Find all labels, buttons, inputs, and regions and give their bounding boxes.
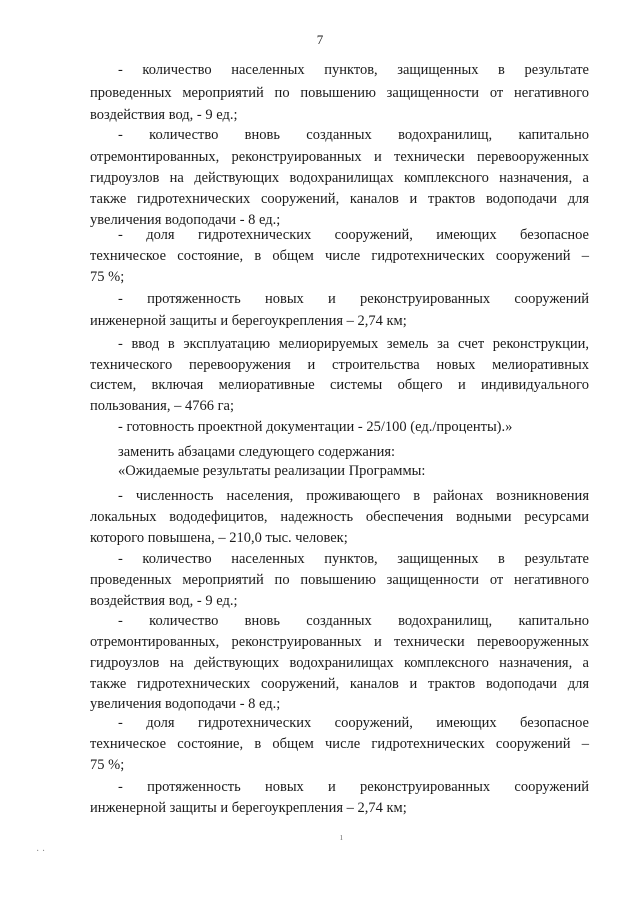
text-line: - протяженность новых и реконструированных сооружений bbox=[118, 779, 589, 795]
text-line: отремонтированных, реконструированных и технически перевооруженных bbox=[90, 149, 589, 165]
text-line: - доля гидротехнических сооружений, имеющих безопасное bbox=[118, 227, 589, 243]
text-line: гидроузлов на действующих водохранилищах комплексного назначения, а bbox=[90, 655, 589, 671]
text-line: локальных вододефицитов, надежность обеспечения водными ресурсами bbox=[90, 509, 589, 525]
text-line: 75 %; bbox=[90, 757, 125, 773]
text-line: воздействия вод, - 9 ед.; bbox=[90, 107, 238, 123]
text-line: - количество населенных пунктов, защищенных в результате bbox=[118, 62, 589, 78]
text-line: - доля гидротехнических сооружений, имеющих безопасное bbox=[118, 715, 589, 731]
text-line: пользования, – 4766 га; bbox=[90, 398, 235, 414]
page-number: 7 bbox=[316, 32, 324, 47]
text-line: - количество населенных пунктов, защищенных в результате bbox=[118, 551, 589, 567]
scan-speck: ı bbox=[340, 832, 343, 843]
text-line: - количество вновь созданных водохранилищ, капитально bbox=[118, 127, 589, 143]
text-line: технического перевооружения и строительства новых мелиоративных bbox=[90, 357, 589, 373]
text-line: техническое состояние, в общем числе гидротехнических сооружений – bbox=[90, 248, 589, 264]
text-line: увеличения водоподачи - 8 ед.; bbox=[90, 212, 281, 228]
text-line: инженерной защиты и берегоукрепления – 2,74 км; bbox=[90, 313, 407, 329]
text-line: 75 %; bbox=[90, 269, 125, 285]
text-line: - готовность проектной документации - 25/100 (ед./проценты).» bbox=[118, 419, 513, 435]
text-line: отремонтированных, реконструированных и технически перевооруженных bbox=[90, 634, 589, 650]
text-line: также гидротехнических сооружений, каналов и трактов водоподачи для bbox=[90, 191, 589, 207]
text-line: которого повышена, – 210,0 тыс. человек; bbox=[90, 530, 348, 546]
text-line: систем, включая мелиоративные системы общего и индивидуального bbox=[90, 377, 589, 393]
scan-speck: · · bbox=[36, 846, 46, 857]
text-line: воздействия вод, - 9 ед.; bbox=[90, 593, 238, 609]
text-line: заменить абзацами следующего содержания: bbox=[118, 444, 396, 460]
text-line: - протяженность новых и реконструированных сооружений bbox=[118, 291, 589, 307]
text-line: проведенных мероприятий по повышению защищенности от негативного bbox=[90, 572, 589, 588]
text-line: гидроузлов на действующих водохранилищах комплексного назначения, а bbox=[90, 170, 589, 186]
text-line: - численность населения, проживающего в районах возникновения bbox=[118, 488, 589, 504]
text-line: «Ожидаемые результаты реализации Программы: bbox=[118, 463, 426, 479]
text-line: - количество вновь созданных водохранилищ, капитально bbox=[118, 613, 589, 629]
text-line: инженерной защиты и берегоукрепления – 2,74 км; bbox=[90, 800, 407, 816]
text-line: - ввод в эксплуатацию мелиорируемых земель за счет реконструкции, bbox=[118, 336, 589, 352]
text-line: проведенных мероприятий по повышению защищенности от негативного bbox=[90, 85, 589, 101]
text-line: техническое состояние, в общем числе гидротехнических сооружений – bbox=[90, 736, 589, 752]
text-line: увеличения водоподачи - 8 ед.; bbox=[90, 696, 281, 712]
text-line: также гидротехнических сооружений, каналов и трактов водоподачи для bbox=[90, 676, 589, 692]
